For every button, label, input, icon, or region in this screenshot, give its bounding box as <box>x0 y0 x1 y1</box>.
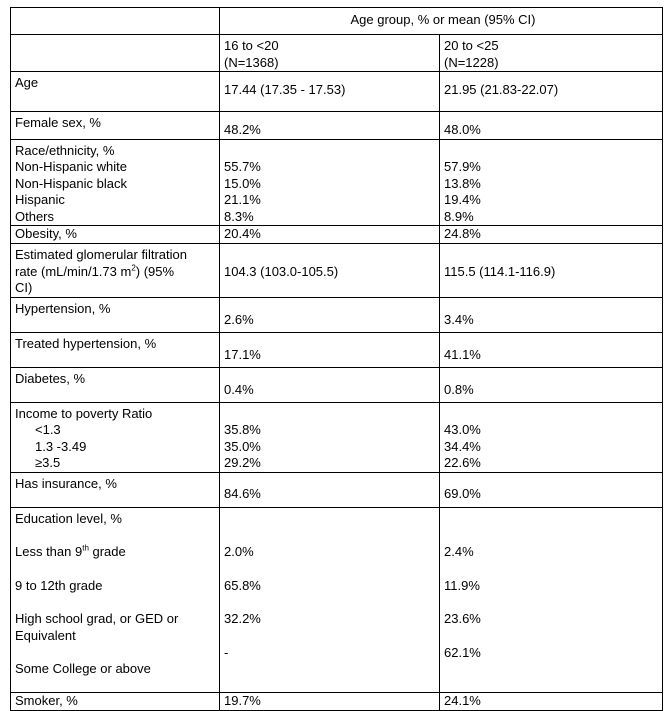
race-others-v2: 8.9% <box>444 208 474 224</box>
table-row <box>11 472 663 507</box>
education-label: Education level, % <box>15 510 122 526</box>
education-v1-cell <box>220 507 440 692</box>
characteristics-table <box>10 7 663 711</box>
education-less9-post: grade <box>88 544 126 559</box>
hypertension-v2: 3.4% <box>440 297 663 332</box>
col1-n: (N=1368) <box>224 54 279 70</box>
col2-header <box>440 35 663 72</box>
female-v2: 48.0% <box>440 112 663 140</box>
female-label: Female sex, % <box>11 112 220 140</box>
race-white-v2: 57.9% <box>444 159 481 174</box>
egfr-label-b-post: ) (95% <box>135 263 175 279</box>
col2-label: 20 to <25 <box>444 38 499 53</box>
col1-label: 16 to <20 <box>224 38 279 53</box>
race-label-cell <box>11 139 220 226</box>
race-label: Race/ethnicity, % <box>15 142 115 158</box>
education-less9-sup: th <box>82 543 89 553</box>
race-v2-cell <box>440 139 663 226</box>
table-row <box>11 297 663 332</box>
diabetes-v1: 0.4% <box>220 367 440 402</box>
col2-n: (N=1228) <box>444 54 499 70</box>
smoker-label: Smoker, % <box>11 692 220 710</box>
race-v1-cell <box>220 139 440 226</box>
table-row <box>11 72 663 112</box>
hypertension-label: Hypertension, % <box>11 297 220 332</box>
income-13-349-v1: 35.0% <box>224 438 261 454</box>
egfr-v2: 115.5 (114.1-116.9) <box>440 244 663 298</box>
race-others-v1: 8.3% <box>224 208 254 224</box>
income-v2-cell <box>440 402 663 472</box>
obesity-v1: 20.4% <box>220 226 440 244</box>
diabetes-label: Diabetes, % <box>11 367 220 402</box>
income-ge35-v2: 22.6% <box>444 455 481 470</box>
education-college-v1: - <box>224 644 229 660</box>
age-v2: 21.95 (21.83-22.07) <box>440 72 663 112</box>
table-row <box>11 367 663 402</box>
treated-htn-label: Treated hypertension, % <box>11 332 220 367</box>
education-less9-label: Less than 9 <box>15 544 83 559</box>
race-hispanic-label: Hispanic <box>15 192 65 207</box>
race-black-label: Non-Hispanic black <box>15 175 127 191</box>
treated-htn-v1: 17.1% <box>220 332 440 367</box>
race-others-label: Others <box>15 208 55 224</box>
race-hispanic-v1: 21.1% <box>224 192 261 207</box>
table-row <box>11 244 663 298</box>
income-lt13-label: <1.3 <box>35 422 61 437</box>
obesity-v2: 24.8% <box>440 226 663 244</box>
income-13-349-v2: 34.4% <box>444 438 481 454</box>
obesity-label: Obesity, % <box>11 226 220 244</box>
table-row <box>11 692 663 710</box>
table-row <box>11 139 663 226</box>
education-9-12-v2: 11.9% <box>444 577 480 593</box>
age-label: Age <box>11 72 220 112</box>
egfr-label-a: Estimated glomerular filtration <box>15 247 187 262</box>
education-hs-v1: 32.2% <box>224 611 261 626</box>
race-hispanic-v2: 19.4% <box>444 192 481 207</box>
empty-subheader-cell <box>11 35 220 72</box>
education-less9-v1: 2.0% <box>224 544 254 559</box>
income-label-cell <box>11 402 220 472</box>
col1-header <box>220 35 440 72</box>
subheader-row <box>11 35 663 72</box>
insurance-label: Has insurance, % <box>11 472 220 507</box>
table-row <box>11 112 663 140</box>
income-ge35-label: ≥3.5 <box>35 455 61 470</box>
race-black-v1: 15.0% <box>224 175 261 191</box>
race-white-v1: 55.7% <box>224 159 261 174</box>
education-hs-label-b: Equivalent <box>15 627 76 643</box>
income-lt13-v2: 43.0% <box>444 422 481 437</box>
education-9-12-label: 9 to 12th grade <box>15 577 103 593</box>
egfr-label-c: CI) <box>15 280 33 295</box>
female-v1: 48.2% <box>220 112 440 140</box>
hypertension-v1: 2.6% <box>220 297 440 332</box>
education-label-cell <box>11 507 220 692</box>
egfr-v1: 104.3 (103.0-105.5) <box>220 244 440 298</box>
education-v2-cell <box>440 507 663 692</box>
education-college-label: Some College or above <box>15 661 151 676</box>
education-college-v2: 62.1% <box>444 644 481 660</box>
income-label: Income to poverty Ratio <box>15 405 153 421</box>
income-v1-cell <box>220 402 440 472</box>
egfr-label-cell <box>11 244 220 298</box>
treated-htn-v2: 41.1% <box>440 332 663 367</box>
education-less9-v2: 2.4% <box>444 544 474 559</box>
empty-header-cell <box>11 8 220 35</box>
smoker-v2: 24.1% <box>440 692 663 710</box>
income-ge35-v1: 29.2% <box>224 455 261 470</box>
insurance-v1: 84.6% <box>220 472 440 507</box>
race-black-v2: 13.8% <box>444 175 481 191</box>
race-white-label: Non-Hispanic white <box>15 159 127 174</box>
age-group-header: Age group, % or mean (95% CI) <box>220 8 663 35</box>
header-row <box>11 8 663 35</box>
table-row <box>11 332 663 367</box>
income-13-349-label: 1.3 -3.49 <box>35 438 87 454</box>
age-v1: 17.44 (17.35 - 17.53) <box>220 72 440 112</box>
egfr-label-sup: 2 <box>131 263 136 273</box>
education-hs-label-a: High school grad, or GED or <box>15 611 179 626</box>
insurance-v2: 69.0% <box>440 472 663 507</box>
table-row <box>11 402 663 472</box>
diabetes-v2: 0.8% <box>440 367 663 402</box>
table-row <box>11 507 663 692</box>
income-lt13-v1: 35.8% <box>224 422 261 437</box>
table-row <box>11 226 663 244</box>
education-9-12-v1: 65.8% <box>224 577 261 593</box>
egfr-label-b: rate (mL/min/1.73 m <box>15 263 132 279</box>
education-hs-v2: 23.6% <box>444 611 481 626</box>
smoker-v1: 19.7% <box>220 692 440 710</box>
